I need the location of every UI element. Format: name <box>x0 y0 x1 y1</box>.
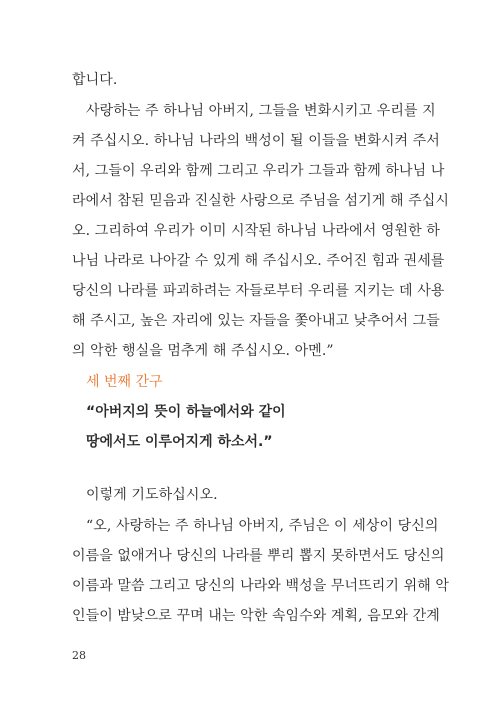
body-text-line: 당신의 나라를 파괴하려는 자들로부터 우리를 지키는 데 사용 <box>72 283 445 299</box>
body-text-line: 합니다. <box>72 72 118 88</box>
body-text-line: 켜 주십시오. 하나님 나라의 백성이 될 이들을 변화시켜 주서 <box>72 133 440 149</box>
body-text-line: 인들이 밤낮으로 꾸며 내는 악한 속임수와 계획, 음모와 간계 <box>72 608 440 624</box>
body-text-line: 나님 나라로 나아갈 수 있게 해 주십시오. 주어진 힘과 권세를 <box>72 253 445 269</box>
section-heading: 세 번째 간구 <box>86 374 163 390</box>
scripture-quote-line: 땅에서도 이루어지게 하소서.” <box>86 434 273 450</box>
body-text-line: “오, 사랑하는 주 하나님 아버지, 주님은 이 세상이 당신의 <box>86 518 439 534</box>
page-number: 28 <box>72 649 86 662</box>
scripture-quote-line: “아버지의 뜻이 하늘에서와 같이 <box>86 404 286 420</box>
body-text-line: 사랑하는 주 하나님 아버지, 그들을 변화시키고 우리를 지 <box>86 103 436 119</box>
body-text-line: 오. 그리하여 우리가 이미 시작된 하나님 나라에서 영원한 하 <box>72 223 440 239</box>
body-text-line: 이름을 없애거나 당신의 나라를 뿌리 뽑지 못하면서도 당신의 <box>72 548 445 564</box>
body-text-line: 해 주시고, 높은 자리에 있는 자들을 쫓아내고 낮추어서 그들 <box>72 313 440 329</box>
body-text-line: 라에서 참된 믿음과 진실한 사랑으로 주님을 섬기게 해 주십시 <box>72 193 449 209</box>
body-text-line: 서, 그들이 우리와 함께 그리고 우리가 그들과 함께 하나님 나 <box>72 163 445 179</box>
body-text-line: 의 악한 행실을 멈추게 해 주십시오. 아멘.” <box>72 343 334 359</box>
body-text-line: 이름과 말씀 그리고 당신의 나라와 백성을 무너뜨리기 위해 악 <box>72 578 449 594</box>
body-text-line: 이렇게 기도하십시오. <box>86 487 218 503</box>
